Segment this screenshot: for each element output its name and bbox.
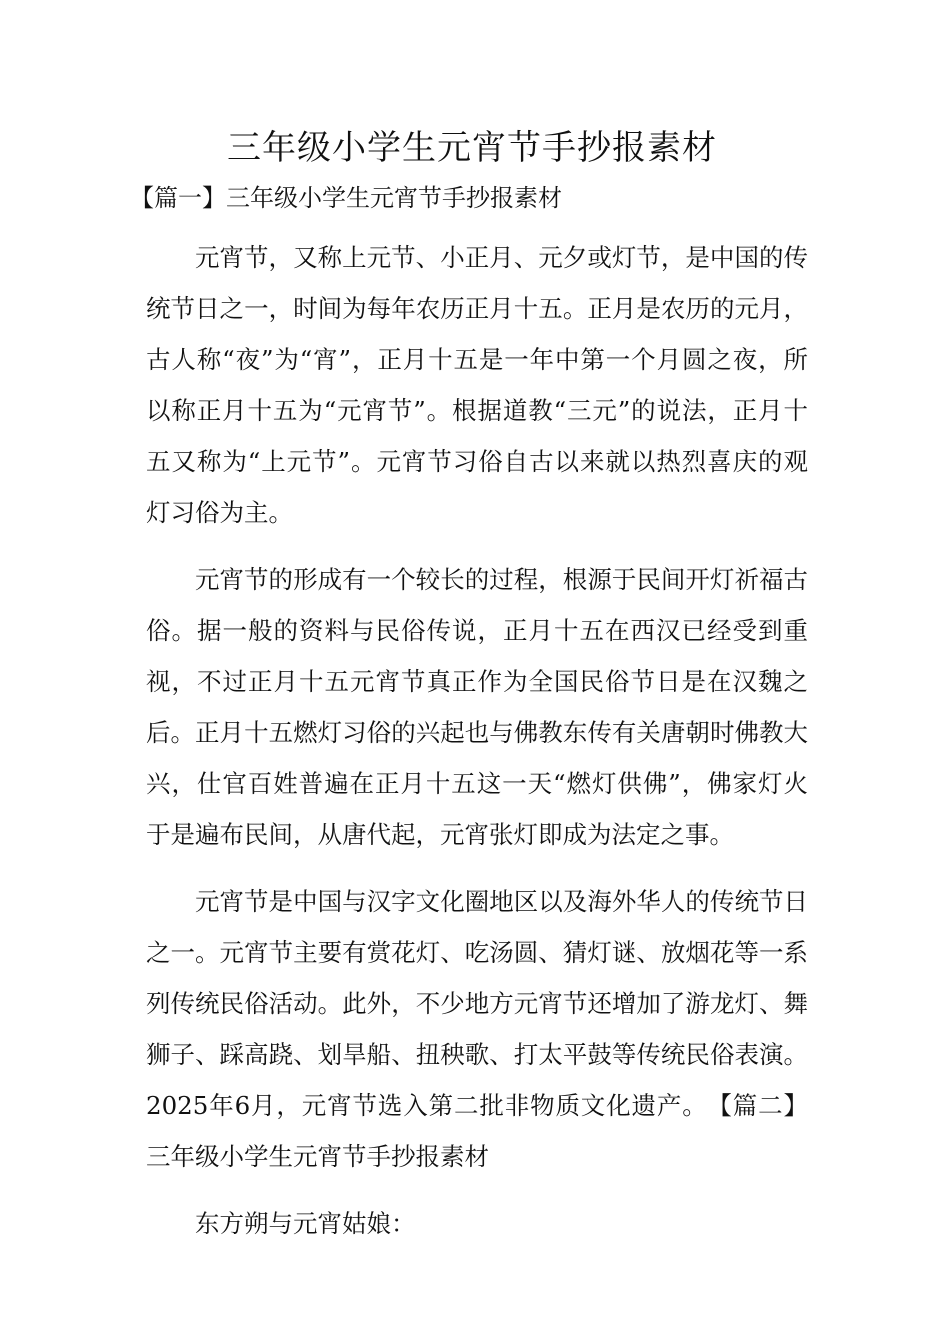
document-page <box>130 118 809 1249</box>
subheading: 东方朔与元宵姑娘： <box>195 1209 416 1238</box>
paragraph-3 <box>146 876 808 1182</box>
document-title: 三年级小学生元宵节手抄报素材 <box>227 128 717 168</box>
paragraph-2: 元宵节的形成有一个较长的过程，根源于民间开灯祈福古俗。据一般的资料与民俗传说，正月十五在西汉已经受到重视，不过正月十五元宵节真正作为全国民俗节日是在汉魏之后。正月十五燃灯习俗的兴起也与佛教东传有关唐朝时佛教大兴，仕官百姓普遍在正月十五这一天“燃灯供佛”，佛家灯火于是遍布民间，从唐代起，元宵张灯即成为法定之事。 <box>146 565 808 849</box>
section-one-heading: 【篇一】三年级小学生元宵节手抄报素材 <box>130 184 562 212</box>
paragraph-3-text: 元宵节是中国与汉字文化圈地区以及海外华人的传统节日之一。元宵节主要有赏花灯、吃汤圆、猜灯谜、放烟花等一系列传统民俗活动。此外，不少地方元宵节还增加了游龙灯、舞狮子、踩高跷、划旱船、扭秧歌、打太平鼓等传统民俗表演。2025年6月，元宵节选入第二批非物质文化遗产。 <box>146 887 808 1120</box>
section-two-heading: 【篇二】三年级小学生元宵节手抄报素材 <box>146 1091 809 1171</box>
paragraph-1: 元宵节，又称上元节、小正月、元夕或灯节，是中国的传统节日之一，时间为每年农历正月十五。正月是农历的元月，古人称“夜”为“宵”，正月十五是一年中第一个月圆之夜，所以称正月十五为“元宵节”。根据道教“三元”的说法，正月十五又称为“上元节”。元宵节习俗自古以来就以热烈喜庆的观灯习俗为主。 <box>146 243 808 527</box>
